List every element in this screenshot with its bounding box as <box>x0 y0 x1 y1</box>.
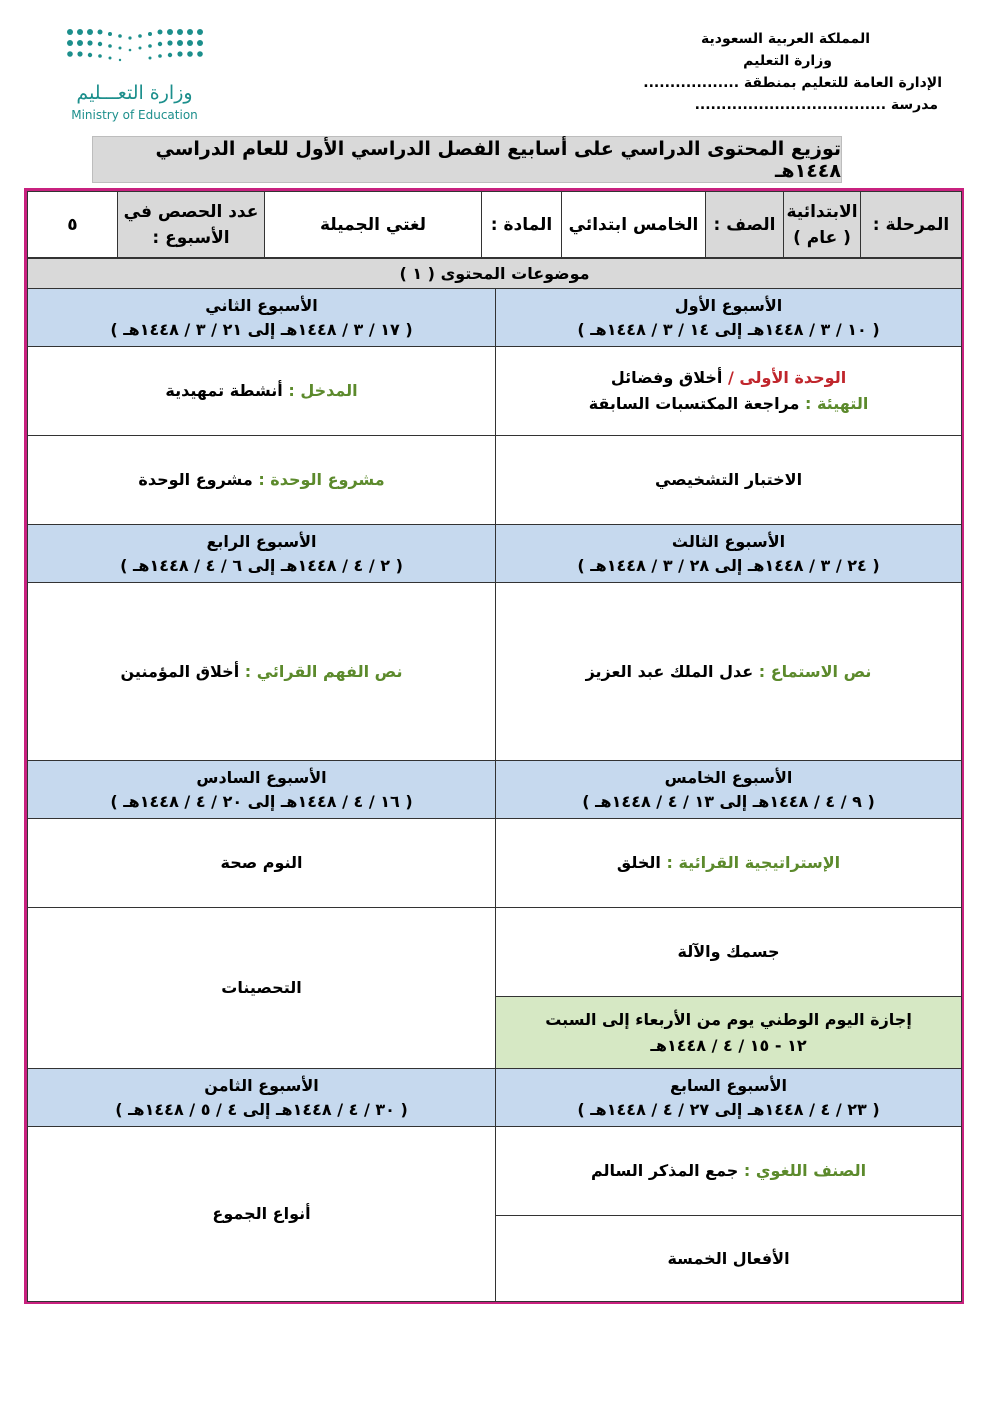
logo-dots-icon <box>62 26 207 82</box>
info-row <box>28 192 962 258</box>
ministry-logo <box>62 26 207 126</box>
week-header-row <box>28 289 962 347</box>
week-7-class-cell <box>496 1127 962 1216</box>
logo-arabic-text: وزارة التعـــليم <box>76 82 193 104</box>
week-6-vaccines: التحصينات <box>221 978 302 997</box>
week-7-dates: ( ٢٣ / ٤ / ١٤٤٨هـ إلى ٢٧ / ٤ / ١٤٤٨هـ ) <box>577 1099 880 1119</box>
week-header-row <box>28 1069 962 1127</box>
week-2-intro-label: المدخل : <box>288 381 358 400</box>
week-4-value: أخلاق المؤمنين <box>120 661 240 681</box>
week-7-header <box>496 1069 962 1127</box>
subject-value: لغتي الجميلة <box>265 192 482 258</box>
distribution-frame <box>24 188 964 1304</box>
week-8-header <box>28 1069 496 1127</box>
week-6-dates: ( ١٦ / ٤ / ١٤٤٨هـ إلى ٢٠ / ٤ / ١٤٤٨هـ ) <box>110 791 413 811</box>
week-1-name: الأسبوع الأول <box>674 295 783 315</box>
week-1-test: الاختبار التشخيصي <box>654 470 803 489</box>
periods-value: ٥ <box>28 192 118 258</box>
week-5-strategy-label: الإستراتيجية القرائية : <box>666 853 841 872</box>
week-3-value: عدل الملك عبد العزيز <box>585 661 754 681</box>
week-4-dates: ( ٢ / ٤ / ١٤٤٨هـ إلى ٦ / ٤ / ١٤٤٨هـ ) <box>120 555 403 575</box>
week-5-body: جسمك والآلة <box>677 942 780 961</box>
page-title <box>92 136 842 183</box>
week-2-project-value: مشروع الوحدة <box>138 470 253 489</box>
week-7-class-label: الصنف اللغوي : <box>743 1161 867 1180</box>
week-2-project-cell <box>28 436 496 525</box>
subject-label: المادة : <box>482 192 562 258</box>
week-7-verbs-cell <box>496 1216 962 1302</box>
week-2-dates: ( ١٧ / ٣ / ١٤٤٨هـ إلى ٢١ / ٣ / ١٤٤٨هـ ) <box>110 319 413 339</box>
stage-value: الابتدائية ( عام ) <box>784 192 861 258</box>
content-row <box>28 583 962 761</box>
stage-label: المرحلة : <box>861 192 962 258</box>
week-1-unit-label: الوحدة الأولى / <box>727 368 847 387</box>
week-5-dates: ( ٩ / ٤ / ١٤٤٨هـ إلى ١٣ / ٤ / ١٤٤٨هـ ) <box>582 791 875 811</box>
header-directorate: الإدارة العامة للتعليم بمنطقة .................. <box>643 75 942 91</box>
week-3-listening-cell <box>496 583 962 761</box>
week-8-name: الأسبوع الثامن <box>204 1075 319 1095</box>
week-5-strategy-value: الخلق <box>616 853 661 872</box>
week-6-sleep: النوم صحة <box>220 853 303 872</box>
week-1-warmup-value: مراجعة المكتسبات السابقة <box>588 394 800 413</box>
week-5-header <box>496 761 962 819</box>
weeks-table <box>27 258 962 1302</box>
week-header-row <box>28 525 962 583</box>
periods-label: عدد الحصص في الأسبوع : <box>118 192 265 258</box>
week-3-dates: ( ٢٤ / ٣ / ١٤٤٨هـ إلى ٢٨ / ٣ / ١٤٤٨هـ ) <box>577 555 880 575</box>
content-row <box>28 908 962 997</box>
holiday-cell <box>496 997 962 1069</box>
info-table <box>27 191 962 258</box>
grade-value: الخامس ابتدائي <box>562 192 706 258</box>
week-2-header <box>28 289 496 347</box>
week-8-plurals-cell <box>28 1127 496 1302</box>
topics-row <box>28 259 962 289</box>
week-4-name: الأسبوع الرابع <box>206 531 317 551</box>
content-row <box>28 436 962 525</box>
week-6-vaccines-cell <box>28 908 496 1069</box>
week-1-dates: ( ١٠ / ٣ / ١٤٤٨هـ إلى ١٤ / ٣ / ١٤٤٨هـ ) <box>577 319 880 339</box>
week-header-row <box>28 761 962 819</box>
content-row <box>28 1127 962 1216</box>
page-title-text: توزيع المحتوى الدراسي على أسابيع الفصل الدراسي الأول للعام الدراسي ١٤٤٨هـ <box>155 137 841 182</box>
week-4-reading-cell <box>28 583 496 761</box>
week-7-verbs: الأفعال الخمسة <box>667 1248 790 1268</box>
content-row <box>28 819 962 908</box>
header-kingdom: المملكة العربية السعودية <box>701 31 870 47</box>
holiday-line-2: ١٢ - ١٥ / ٤ / ١٤٤٨هـ <box>650 1035 807 1055</box>
content-row <box>28 347 962 436</box>
holiday-line-1: إجازة اليوم الوطني يوم من الأربعاء إلى السبت <box>545 1009 912 1029</box>
week-3-name: الأسبوع الثالث <box>671 531 786 551</box>
week-7-name: الأسبوع السابع <box>670 1075 787 1095</box>
week-8-dates: ( ٣٠ / ٤ / ١٤٤٨هـ إلى ٤ / ٥ / ١٤٤٨هـ ) <box>115 1099 408 1119</box>
week-2-intro-cell <box>28 347 496 436</box>
header-school: مدرسة .................................... <box>694 97 938 113</box>
week-7-class-value: جمع المذكر السالم <box>590 1161 739 1180</box>
week-5-body-cell <box>496 908 962 997</box>
week-5-strategy-cell <box>496 819 962 908</box>
week-1-unit-value: أخلاق وفضائل <box>610 368 723 387</box>
week-1-test-cell <box>496 436 962 525</box>
week-4-header <box>28 525 496 583</box>
week-2-intro-value: أنشطة تمهيدية <box>165 381 283 400</box>
week-6-sleep-cell <box>28 819 496 908</box>
week-3-label: نص الاستماع : <box>758 661 872 681</box>
week-6-name: الأسبوع السادس <box>196 767 327 787</box>
week-6-header <box>28 761 496 819</box>
week-4-label: نص الفهم القرائي : <box>244 661 403 681</box>
week-2-name: الأسبوع الثاني <box>205 295 318 315</box>
week-5-name: الأسبوع الخامس <box>664 767 793 787</box>
week-8-plurals: أنواع الجموع <box>212 1204 311 1223</box>
week-3-header <box>496 525 962 583</box>
header-block <box>622 28 942 116</box>
week-1-unit-cell <box>496 347 962 436</box>
topics-header: موضوعات المحتوى ( ١ ) <box>28 259 962 289</box>
week-2-project-label: مشروع الوحدة : <box>258 470 385 489</box>
week-1-warmup-label: التهيئة : <box>805 394 869 413</box>
logo-english-text: Ministry of Education <box>71 108 198 122</box>
week-1-header <box>496 289 962 347</box>
grade-label: الصف : <box>706 192 784 258</box>
header-ministry: وزارة التعليم <box>743 53 832 69</box>
